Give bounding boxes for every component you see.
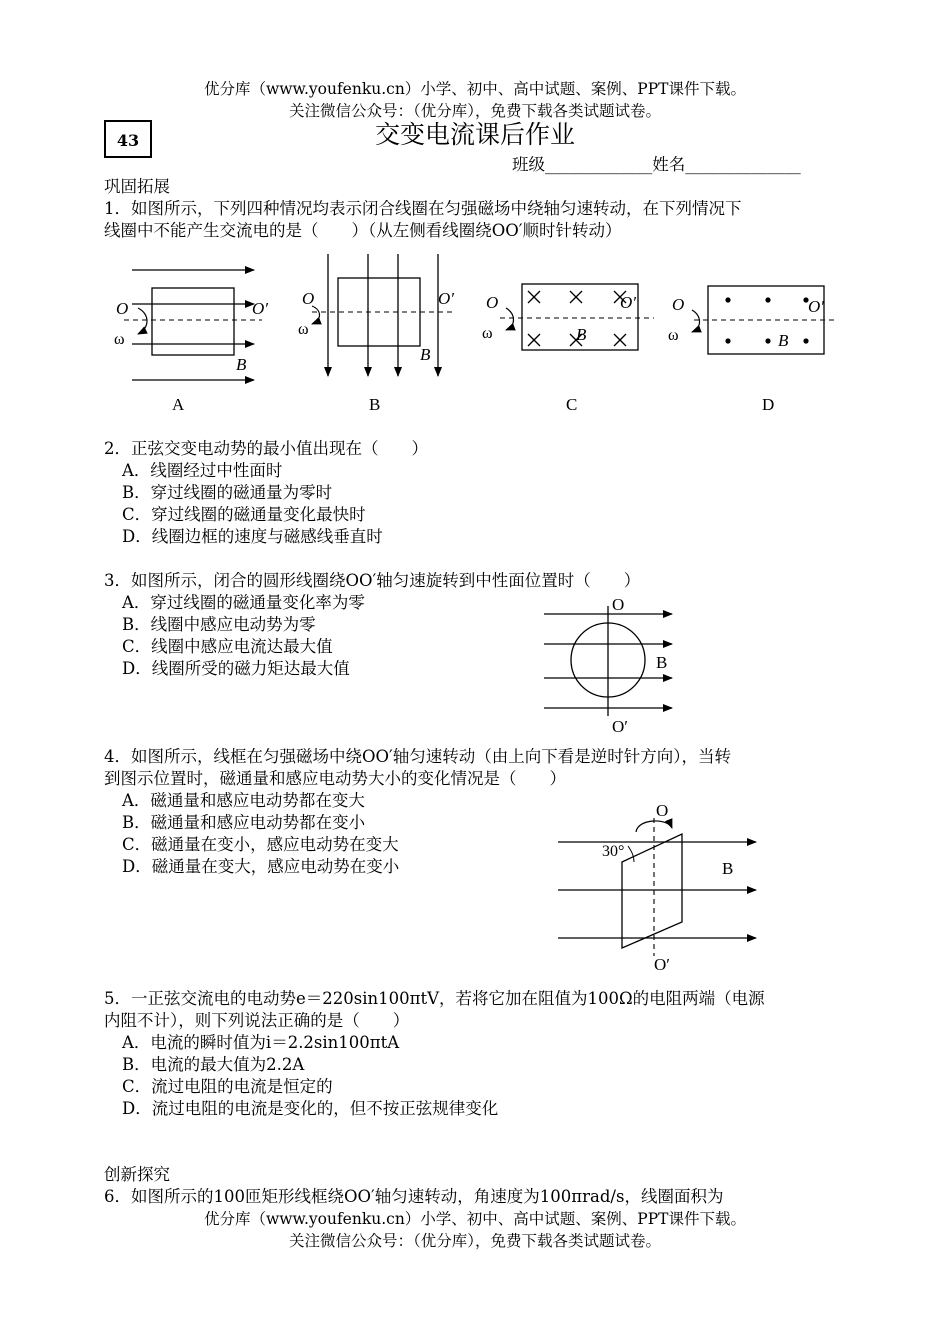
q1-figure-b <box>298 254 454 376</box>
q1d-o-label: O <box>672 295 685 314</box>
q1a-o-label: O <box>116 299 129 318</box>
footer-line-2: 关注微信公众号：（优分库），免费下载各类试题试卷。 <box>288 1232 661 1250</box>
page-title: 交变电流课后作业 <box>374 120 575 149</box>
q1d-oprime-label: O′ <box>808 297 824 316</box>
q2-option-d: D．线圈边框的速度与磁感线垂直时 <box>122 527 383 546</box>
q1a-b-label: B <box>236 355 247 374</box>
q1c-omega-label: ω <box>482 325 493 342</box>
q4-stem-line1: 4．如图所示，线框在匀强磁场中绕OO′轴匀速转动（由上向下看是逆时针方向），当转 <box>104 747 732 766</box>
q1-caption-a: A <box>172 395 185 414</box>
q1c-b-label: B <box>576 325 587 344</box>
q1-figure-d <box>668 286 838 354</box>
q5-option-b: B．电流的最大值为2.2A <box>122 1055 305 1074</box>
q5-stem-line2: 内阻不计），则下列说法正确的是（ ） <box>104 1011 410 1030</box>
footer-line-1: 优分库（www.youfenku.cn）小学、初中、高中试题、案例、PPT课件下载。 <box>203 1210 747 1228</box>
q4-option-a: A．磁通量和感应电动势都在变大 <box>122 791 365 810</box>
q5-stem-line1: 5．一正弦交流电的电动势e＝220sin100πtV，若将它加在阻值为100Ω的电阻两端（电源 <box>104 989 765 1008</box>
q4-stem-line2: 到图示位置时，磁通量和感应电动势大小的变化情况是（ ） <box>104 769 566 788</box>
q1a-omega-label: ω <box>114 331 125 348</box>
q4-option-c: C．磁通量在变小，感应电动势在变大 <box>122 835 399 854</box>
q3-option-d: D．线圈所受的磁力矩达最大值 <box>122 659 350 678</box>
q1d-b-label: B <box>778 331 789 350</box>
q6-stem-line1: 6．如图所示的100匝矩形线框绕OO′轴匀速转动，角速度为100πrad/s，线圈面积为 <box>104 1187 724 1206</box>
q3-option-c: C．线圈中感应电流达最大值 <box>122 637 333 656</box>
q4-figure <box>550 796 770 976</box>
q1-stem-line2: 线圈中不能产生交流电的是（ ）（从左侧看线圈绕OO′顺时针转动） <box>104 221 622 240</box>
q1-figure-c <box>482 284 654 350</box>
q2-stem: 2．正弦交变电动势的最小值出现在（ ） <box>104 439 428 458</box>
q3-option-b: B．线圈中感应电动势为零 <box>122 615 316 634</box>
q3-oprime-label: O′ <box>612 717 628 736</box>
q1-caption-b: B <box>369 395 381 414</box>
q4-option-b: B．磁通量和感应电动势都在变小 <box>122 813 366 832</box>
q2-option-b: B．穿过线圈的磁通量为零时 <box>122 483 333 502</box>
header-line-2: 关注微信公众号：（优分库），免费下载各类试题试卷。 <box>288 102 661 120</box>
q1-figure-a <box>114 270 268 380</box>
q3-option-a: A．穿过线圈的磁通量变化率为零 <box>122 593 365 612</box>
q4-b-label: B <box>722 859 734 878</box>
q1-caption-c: C <box>566 395 578 414</box>
section-innovation: 创新探究 <box>104 1165 170 1184</box>
q1-stem-line1: 1．如图所示，下列四种情况均表示闭合线圈在匀强磁场中绕轴匀速转动，在下列情况下 <box>104 199 742 218</box>
header-line-1: 优分库（www.youfenku.cn）小学、初中、高中试题、案例、PPT课件下载。 <box>203 80 747 98</box>
q1a-oprime-label: O′ <box>252 299 268 318</box>
q3-o-label: O <box>612 595 625 614</box>
q3-stem: 3．如图所示，闭合的圆形线圈绕OO′轴匀速旋转到中性面位置时（ ） <box>104 571 641 590</box>
q3-figure <box>530 592 690 738</box>
q4-angle-label: 30° <box>602 843 625 860</box>
q2-option-c: C．穿过线圈的磁通量变化最快时 <box>122 505 366 524</box>
section-consolidate: 巩固拓展 <box>104 177 170 196</box>
q1c-oprime-label: O′ <box>620 293 636 312</box>
q1c-o-label: O <box>486 293 499 312</box>
q4-option-d: D．磁通量在变大，感应电动势在变小 <box>122 857 400 876</box>
q1d-omega-label: ω <box>668 327 679 344</box>
q1-caption-d: D <box>762 395 775 414</box>
q5-option-c: C．流过电阻的电流是恒定的 <box>122 1077 333 1096</box>
q4-o-label: O <box>656 801 669 820</box>
q4-oprime-label: O′ <box>654 955 670 974</box>
q1b-o-label: O <box>302 289 315 308</box>
doc-number-box: 43 <box>104 120 152 158</box>
class-name-line: 班级_____________姓名______________ <box>512 155 801 174</box>
q1b-b-label: B <box>420 345 431 364</box>
q3-b-label: B <box>656 653 668 672</box>
q5-option-a: A．电流的瞬时值为i＝2.2sin100πtA <box>122 1033 400 1052</box>
q1b-omega-label: ω <box>298 321 309 338</box>
q2-option-a: A．线圈经过中性面时 <box>122 461 283 480</box>
q1b-oprime-label: O′ <box>438 289 454 308</box>
q5-option-d: D．流过电阻的电流是变化的，但不按正弦规律变化 <box>122 1099 499 1118</box>
q1-figures <box>0 248 950 424</box>
